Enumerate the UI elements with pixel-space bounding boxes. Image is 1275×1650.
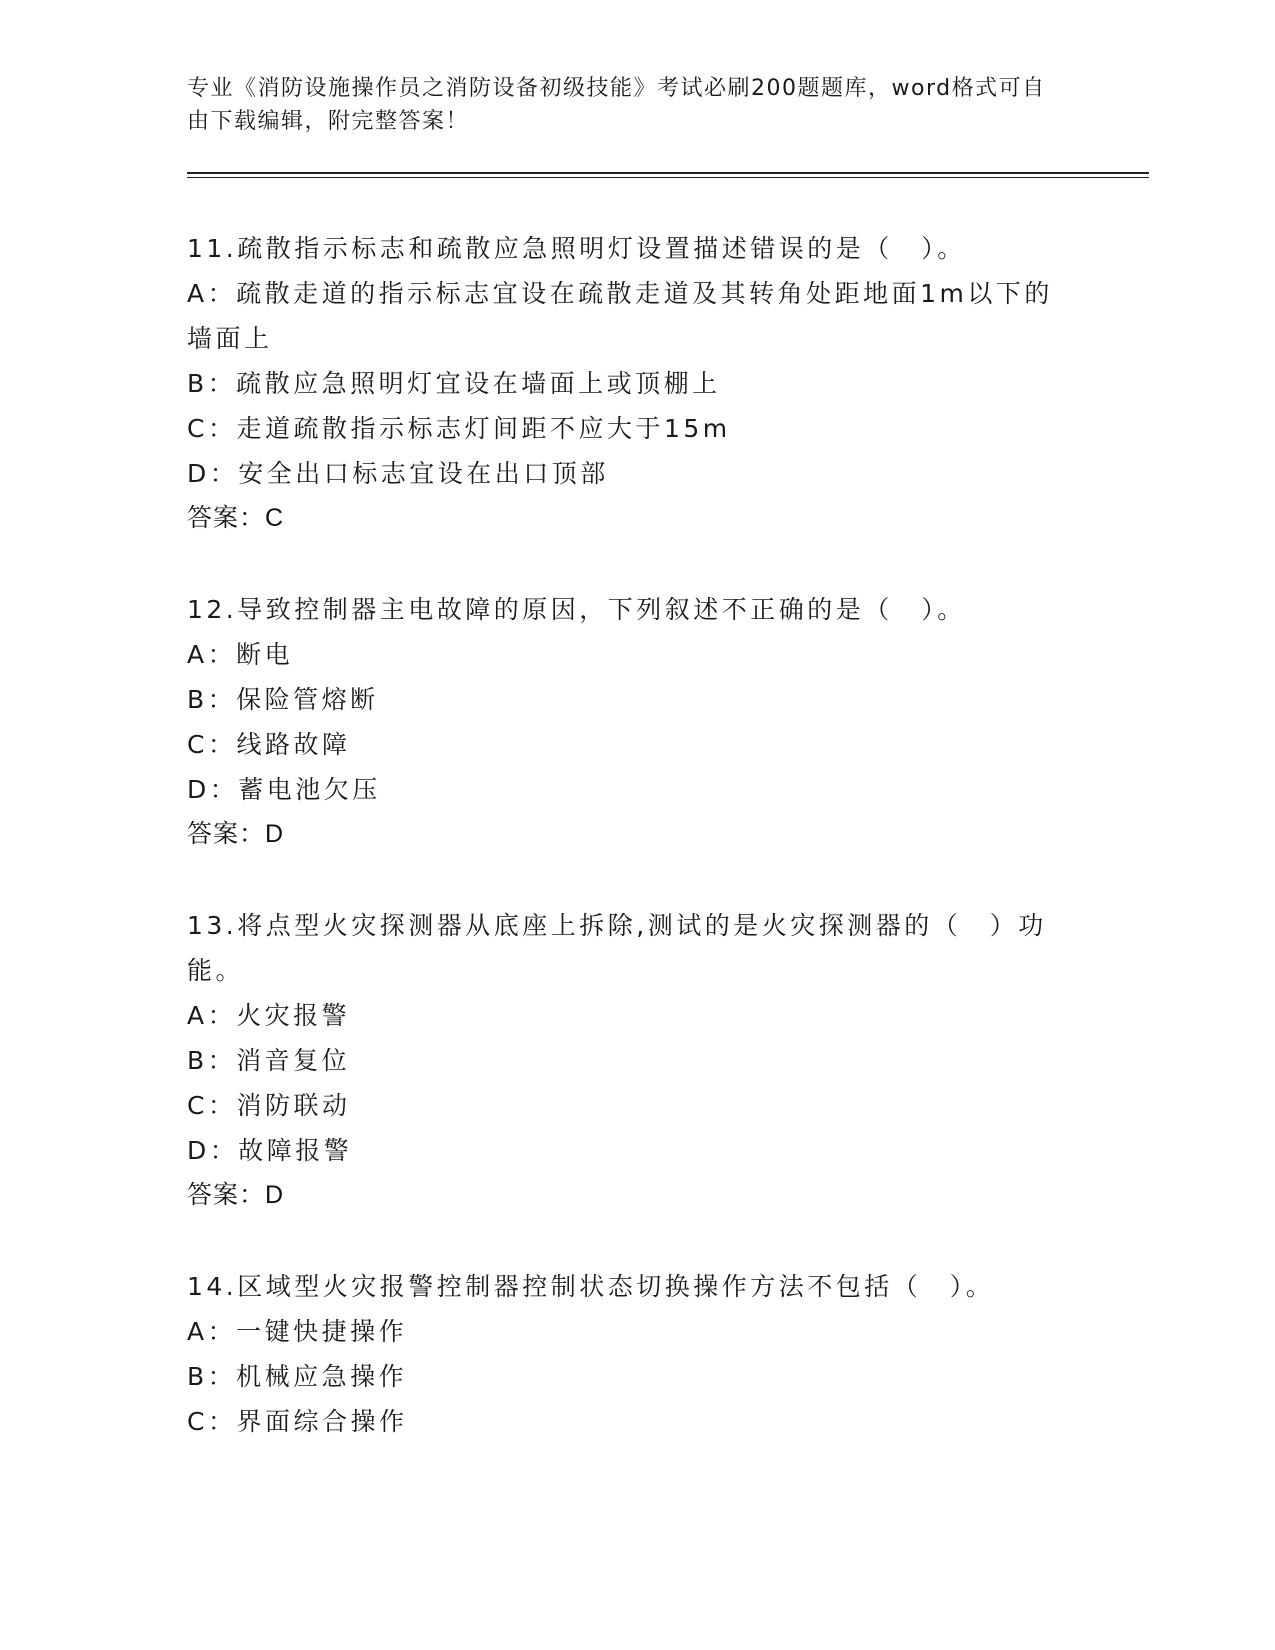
answer-line: 答案：C [187,504,285,532]
option-c: C：走道疏散指示标志灯间距不应大于15m [187,414,731,443]
question-list [187,226,1149,1444]
option-b: B：保险管熔断 [187,685,379,714]
option-d: D：安全出口标志宜设在出口顶部 [187,459,609,488]
question-14 [187,1264,1149,1444]
question-11 [187,226,1149,541]
divider-line-thick [187,172,1149,174]
option-d: D：故障报警 [187,1136,353,1165]
option-b: B：机械应急操作 [187,1362,408,1391]
option-a: A：断电 [187,640,294,669]
question-stem: 14.区域型火灾报警控制器控制状态切换操作方法不包括（ ）。 [187,1272,995,1301]
option-b: B：消音复位 [187,1046,351,1075]
option-a: A：疏散走道的指示标志宜设在疏散走道及其转角处距地面1m以下的墙面上 [187,279,1053,353]
answer-line: 答案：D [187,1181,285,1209]
question-13 [187,903,1149,1218]
option-c: C：线路故障 [187,730,351,759]
option-c: C：界面综合操作 [187,1407,408,1436]
option-a: A：火灾报警 [187,1001,351,1030]
divider-line-thin [187,177,1149,178]
answer-line: 答案：D [187,820,285,848]
header-divider [187,172,1149,178]
question-stem: 13.将点型火灾探测器从底座上拆除,测试的是火灾探测器的（ ）功能。 [187,911,1047,985]
question-stem: 12.导致控制器主电故障的原因，下列叙述不正确的是（ ）。 [187,595,966,624]
option-d: D：蓄电池欠压 [187,775,381,804]
question-stem: 11.疏散指示标志和疏散应急照明灯设置描述错误的是（ ）。 [187,234,966,263]
option-b: B：疏散应急照明灯宜设在墙面上或顶棚上 [187,369,721,398]
option-a: A：一键快捷操作 [187,1317,408,1346]
option-c: C：消防联动 [187,1091,351,1120]
question-12 [187,587,1149,857]
document-page [187,72,1149,1490]
document-header: 专业《消防设施操作员之消防设备初级技能》考试必刷200题题库，word格式可自由下载编辑，附完整答案！ [187,76,1046,134]
